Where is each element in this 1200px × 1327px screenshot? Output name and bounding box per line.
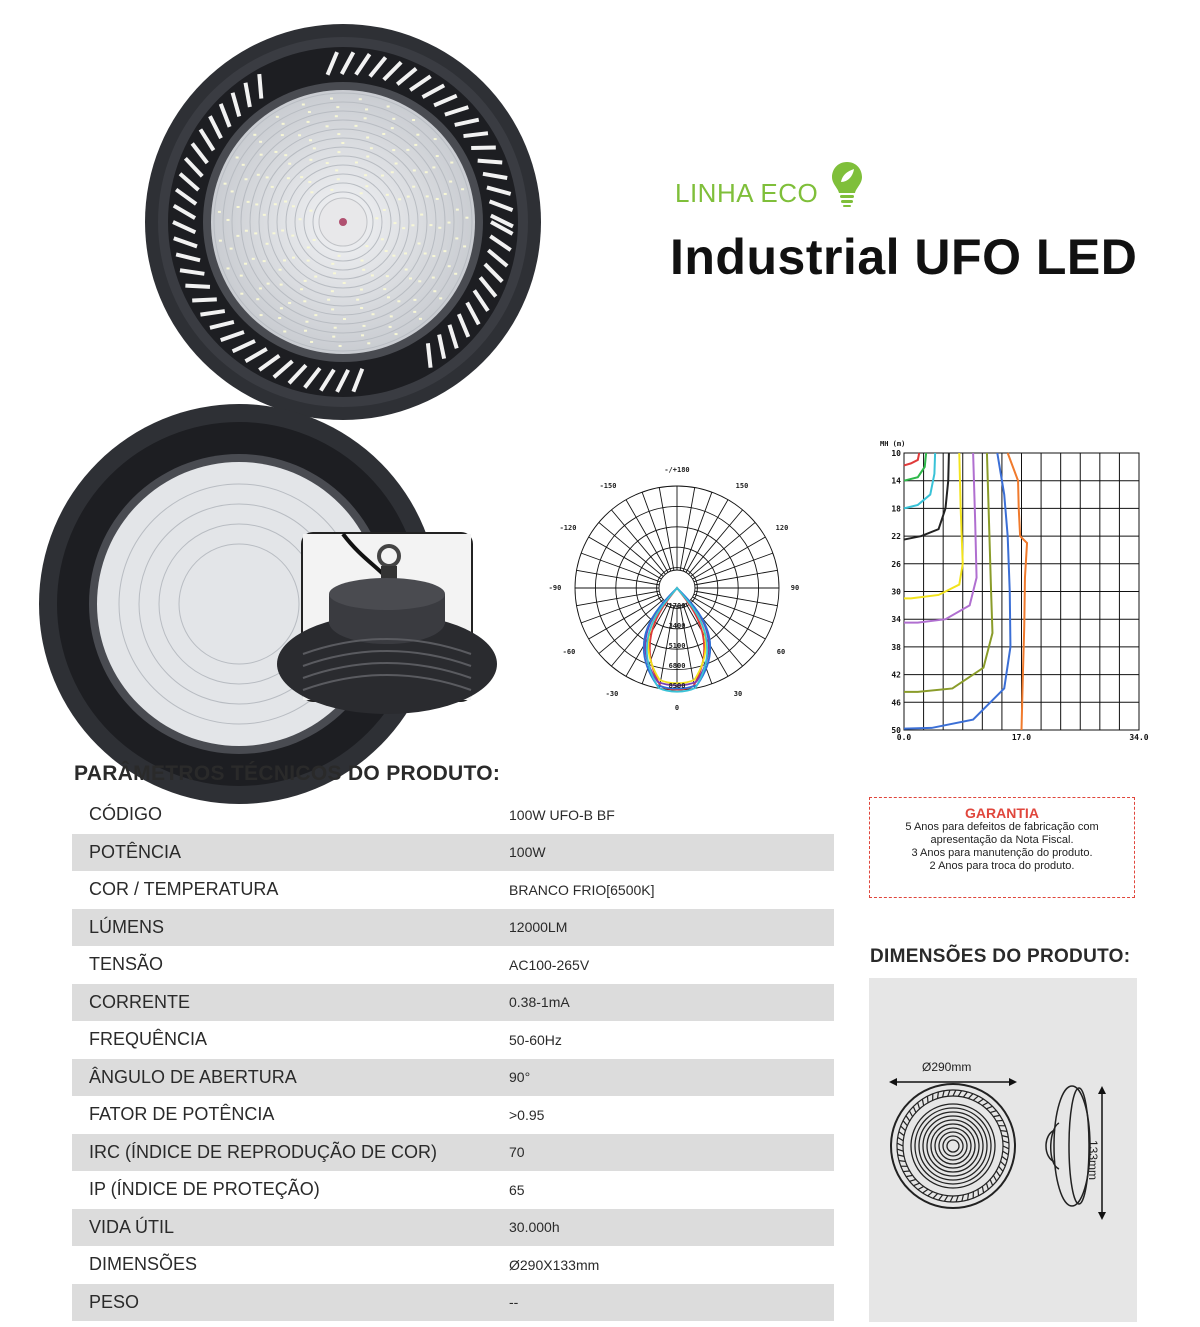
spec-value: 12000LM (509, 919, 567, 935)
polar-radial-label: 8500 (669, 682, 686, 690)
isolux-mounting-height-chart (877, 438, 1157, 744)
isolux-y-tick: 10 (891, 449, 901, 458)
spec-row (72, 834, 834, 872)
isolux-series-line (904, 453, 949, 540)
polar-label-m30: -30 (606, 690, 619, 698)
spec-label: CORRENTE (72, 992, 509, 1013)
lens-closeup-image (74, 534, 242, 700)
polar-label-m150: -150 (600, 482, 617, 490)
spec-label: FATOR DE POTÊNCIA (72, 1104, 509, 1125)
product-detail-thumbnail-front[interactable] (72, 532, 244, 702)
spec-row (72, 796, 834, 834)
spec-label: IP (ÍNDICE DE PROTEÇÃO) (72, 1179, 509, 1200)
spec-label: COR / TEMPERATURA (72, 879, 509, 900)
isolux-x-tick: 0.0 (897, 733, 912, 742)
polar-radial-label: 6800 (669, 662, 686, 670)
side-view (1046, 1086, 1090, 1206)
product-photo (130, 22, 560, 427)
polar-radial-label: 5100 (669, 642, 686, 650)
isolux-series-line (904, 453, 919, 465)
isolux-y-tick: 46 (891, 698, 901, 707)
heatsink-image (303, 534, 471, 700)
spec-row (72, 1059, 834, 1097)
polar-label-m120: -120 (560, 524, 577, 532)
spec-row (72, 871, 834, 909)
isolux-y-tick: 50 (891, 726, 901, 735)
warranty-line: 5 Anos para defeitos de fabricação com (870, 821, 1134, 834)
spec-row (72, 1246, 834, 1284)
isolux-y-tick: 34 (891, 615, 901, 624)
spec-value: >0.95 (509, 1107, 544, 1123)
polar-label-m90: -90 (549, 584, 562, 592)
spec-label: LÚMENS (72, 917, 509, 938)
front-view (891, 1084, 1015, 1208)
spec-label: IRC (ÍNDICE DE REPRODUÇÃO DE COR) (72, 1142, 509, 1163)
spec-row (72, 1134, 834, 1172)
spec-row (72, 1171, 834, 1209)
isolux-y-tick: 38 (891, 643, 901, 652)
spec-value: BRANCO FRIO[6500K] (509, 882, 655, 898)
warranty-box (869, 797, 1135, 898)
product-detail-thumbnail-back[interactable] (301, 532, 473, 702)
spec-row (72, 1021, 834, 1059)
product-title: Industrial UFO LED (670, 228, 1137, 286)
isolux-y-tick: 22 (891, 532, 901, 541)
spec-value: 100W UFO-B BF (509, 807, 615, 823)
warranty-title: GARANTIA (870, 805, 1134, 821)
isolux-y-tick: 14 (891, 477, 901, 486)
polar-label-p30: 30 (734, 690, 742, 698)
spec-value: 65 (509, 1182, 525, 1198)
spec-value: 0.38-1mA (509, 994, 570, 1010)
warranty-line: 3 Anos para manutenção do produto. (870, 847, 1134, 860)
spec-value: AC100-265V (509, 957, 589, 973)
spec-heading: PARÂMETROS TÉCNICOS DO PRODUTO: (74, 762, 500, 786)
spec-label: VIDA ÚTIL (72, 1217, 509, 1238)
polar-label-m60: -60 (563, 648, 576, 656)
spec-label: DIMENSÕES (72, 1254, 509, 1275)
isolux-x-tick: 17.0 (1012, 733, 1031, 742)
spec-label: FREQUÊNCIA (72, 1029, 509, 1050)
polar-label-p60: 60 (777, 648, 785, 656)
spec-row (72, 1284, 834, 1322)
dimensions-heading: DIMENSÕES DO PRODUTO: (870, 946, 1130, 968)
polar-label-p90: 90 (791, 584, 799, 592)
spec-value: 70 (509, 1144, 525, 1160)
spec-label: POTÊNCIA (72, 842, 509, 863)
spec-row (72, 946, 834, 984)
isolux-y-tick: 30 (891, 588, 901, 597)
product-line-label: LINHA ECO (675, 178, 818, 209)
spec-row (72, 1209, 834, 1247)
polar-label-p150: 150 (736, 482, 749, 490)
isolux-y-tick: 26 (891, 560, 901, 569)
spec-label: CÓDIGO (72, 804, 509, 825)
spec-label: PESO (72, 1292, 509, 1313)
spec-row (72, 1096, 834, 1134)
polar-light-distribution-chart (550, 460, 805, 720)
polar-label-0: 0 (675, 704, 679, 712)
spec-value: 100W (509, 844, 546, 860)
warranty-line: 2 Anos para troca do produto. (870, 860, 1134, 873)
isolux-series-line (904, 453, 926, 481)
isolux-y-tick: 42 (891, 671, 901, 680)
lightbulb-leaf-icon (830, 160, 864, 208)
polar-label-180: -/+180 (664, 466, 689, 474)
spec-value: 30.000h (509, 1219, 560, 1235)
spec-table (72, 796, 834, 1321)
height-label: 133mm (1086, 1140, 1100, 1180)
polar-radial-label: 1700 (669, 602, 686, 610)
warranty-line: apresentação da Nota Fiscal. (870, 834, 1134, 847)
isolux-series-line (904, 453, 1010, 729)
isolux-y-tick: 18 (891, 504, 901, 513)
polar-radial-label: 3400 (669, 622, 686, 630)
spec-label: ÂNGULO DE ABERTURA (72, 1067, 509, 1088)
spec-value: -- (509, 1294, 518, 1310)
polar-label-p120: 120 (776, 524, 789, 532)
spec-value: 50-60Hz (509, 1032, 562, 1048)
diameter-label: Ø290mm (922, 1060, 971, 1074)
spec-label: TENSÃO (72, 954, 509, 975)
isolux-y-axis-label: MH (m) (880, 440, 905, 448)
spec-row (72, 984, 834, 1022)
spec-value: 90° (509, 1069, 530, 1085)
spec-row (72, 909, 834, 947)
spec-value: Ø290X133mm (509, 1257, 599, 1273)
isolux-x-tick: 34.0 (1129, 733, 1148, 742)
